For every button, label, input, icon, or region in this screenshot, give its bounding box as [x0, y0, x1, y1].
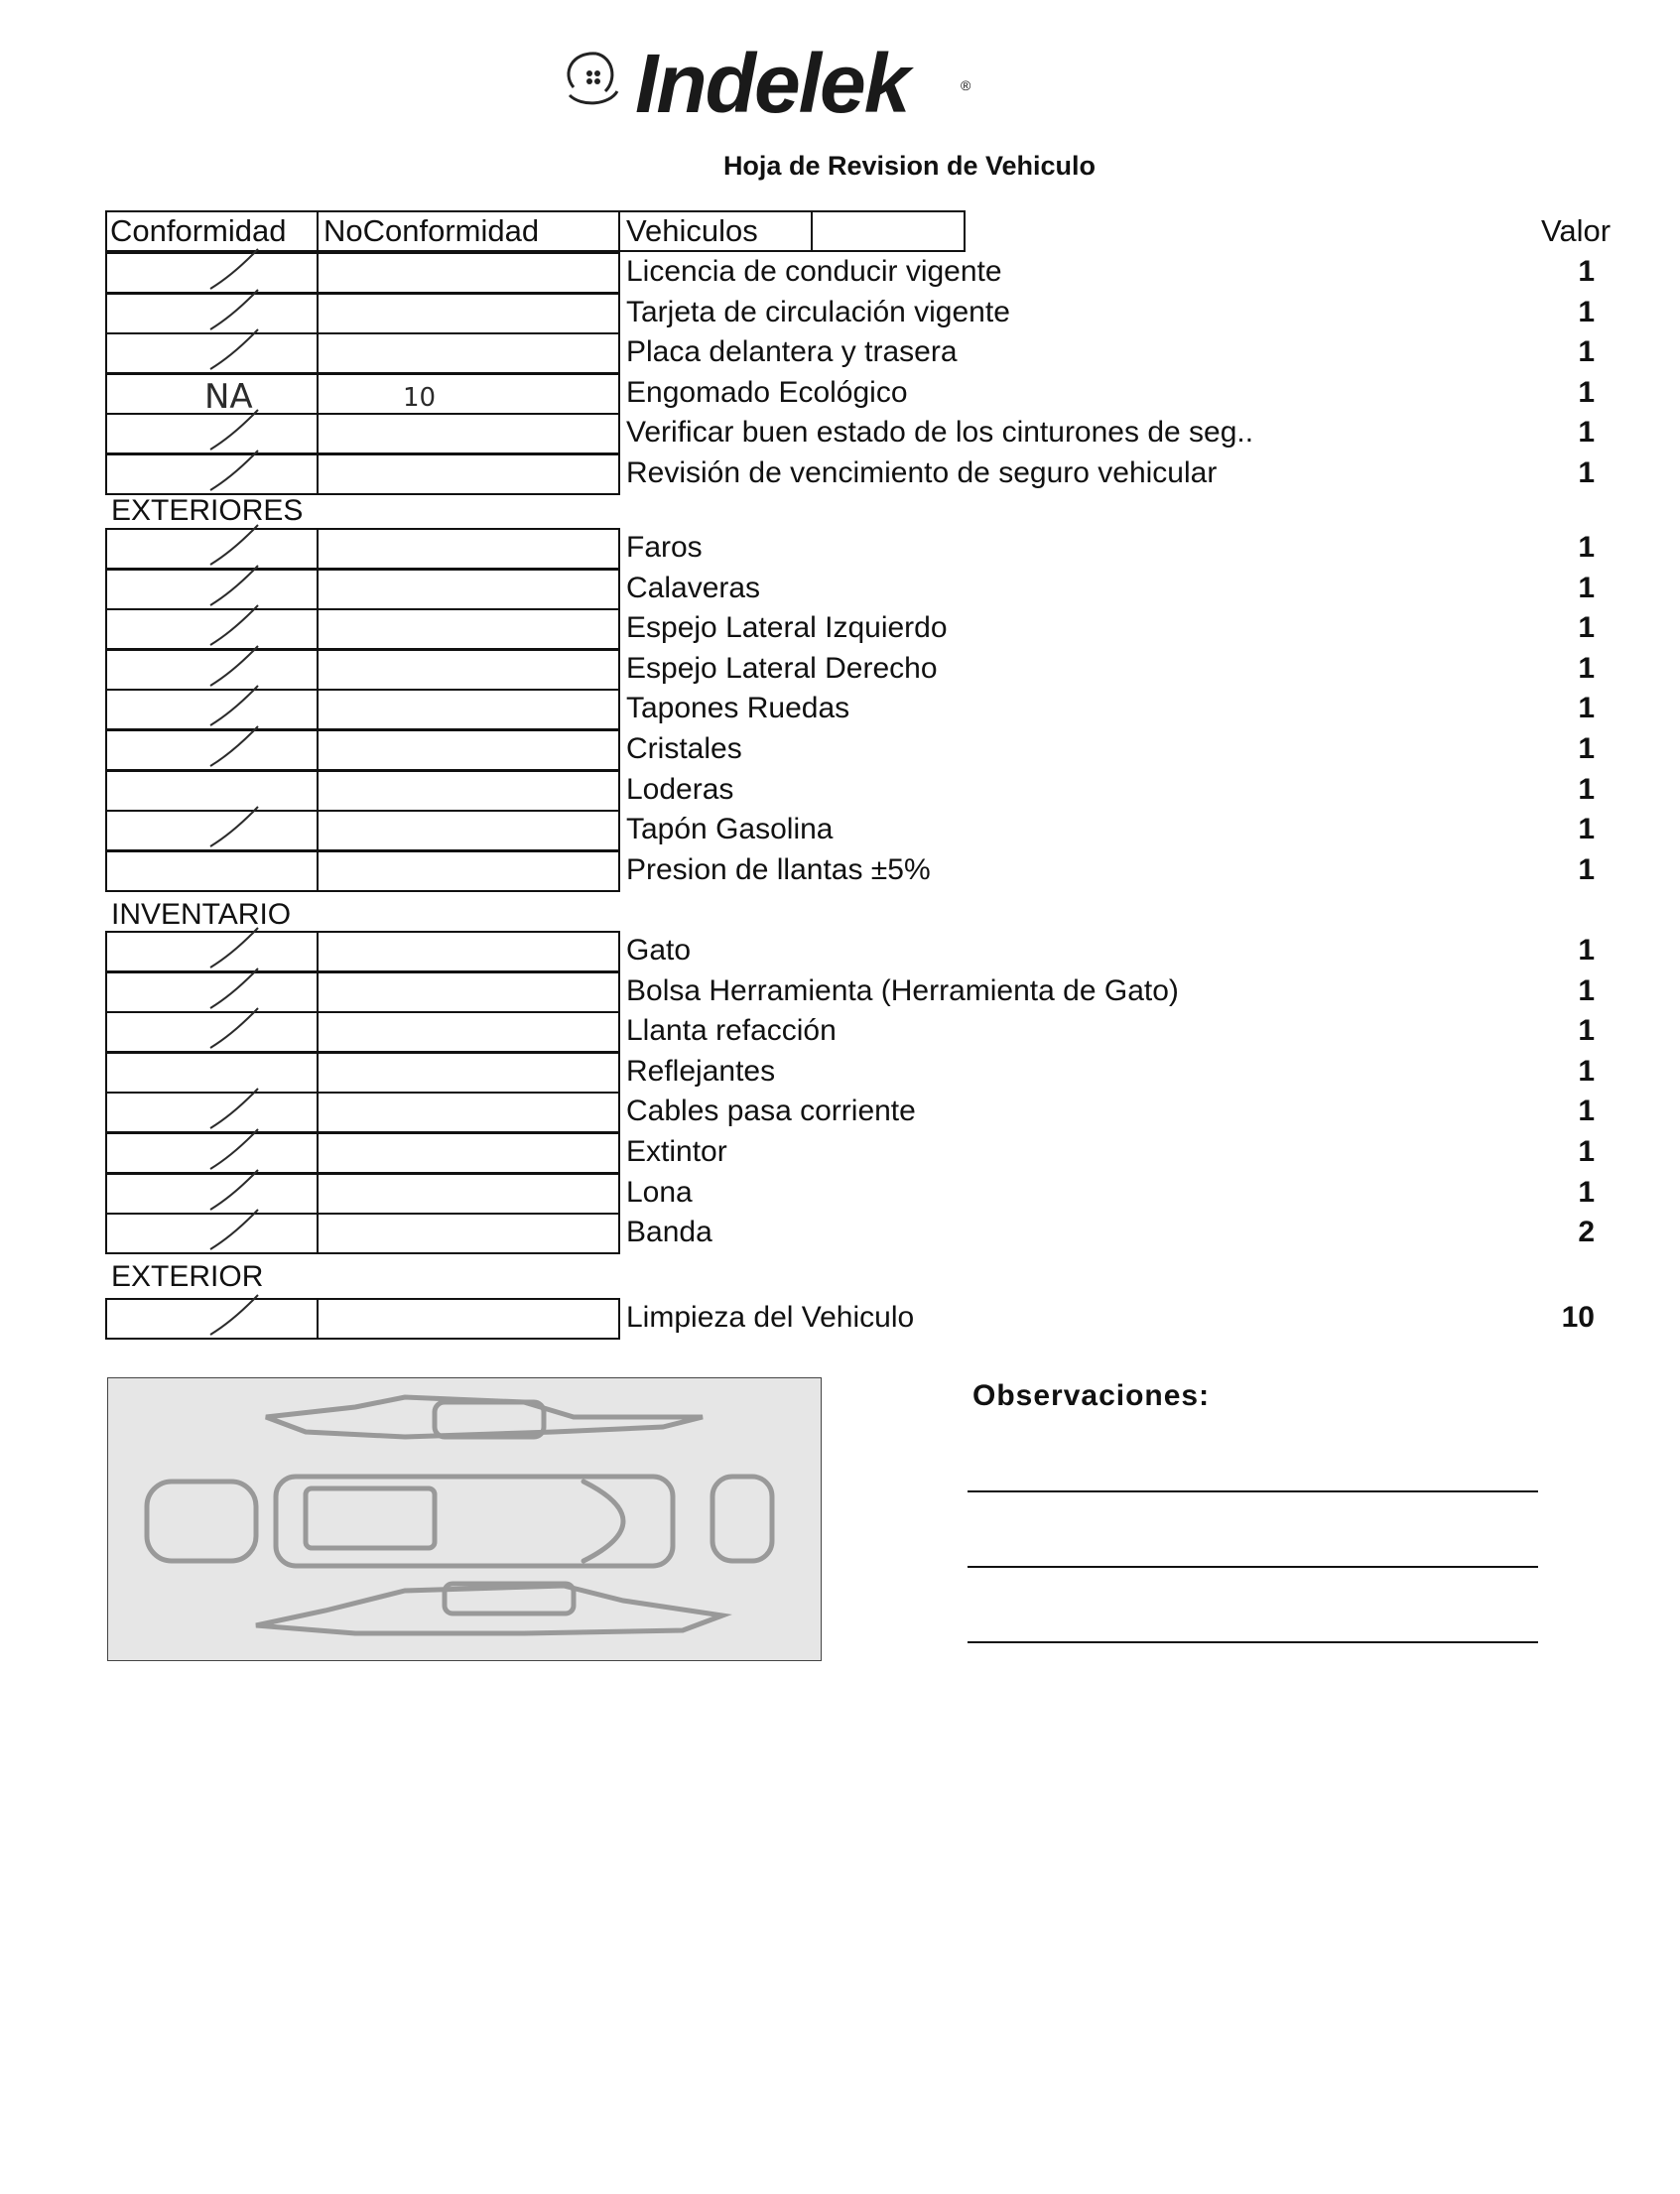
item-label: Lona	[626, 1176, 693, 1209]
noconformidad-checkbox[interactable]	[317, 608, 620, 650]
conformidad-checkbox[interactable]	[105, 931, 319, 972]
section-heading-inventario: INVENTARIO	[111, 898, 292, 931]
item-label: Placa delantera y trasera	[626, 335, 958, 368]
item-value: 1	[1578, 813, 1595, 845]
col-conformidad-header: Conformidad	[110, 213, 287, 248]
item-label: Gato	[626, 934, 692, 967]
noconformidad-checkbox[interactable]	[317, 1011, 620, 1053]
observaciones-title: Observaciones:	[972, 1379, 1211, 1412]
section-heading-exterior: EXTERIOR	[111, 1260, 264, 1293]
item-value: 1	[1578, 456, 1595, 489]
conformidad-checkbox[interactable]	[105, 332, 319, 374]
conformidad-checkbox[interactable]	[105, 729, 319, 771]
item-value: 10	[1561, 1301, 1595, 1334]
item-value: 1	[1578, 773, 1595, 806]
item-value: 1	[1578, 1014, 1595, 1047]
conformidad-checkbox[interactable]	[105, 569, 319, 610]
conformidad-checkbox[interactable]	[105, 1132, 319, 1174]
item-value: 2	[1578, 1216, 1595, 1248]
noconformidad-checkbox[interactable]	[317, 931, 620, 972]
conformidad-checkbox[interactable]	[105, 293, 319, 334]
conformidad-checkbox[interactable]	[105, 252, 319, 294]
item-value: 1	[1578, 732, 1595, 765]
noconformidad-checkbox[interactable]	[317, 1132, 620, 1174]
conformidad-checkbox[interactable]	[105, 1173, 319, 1215]
item-value: 1	[1578, 572, 1595, 604]
item-value: 1	[1578, 376, 1595, 409]
item-label: Tapón Gasolina	[626, 813, 834, 845]
col-valor-header: Valor	[1541, 213, 1612, 248]
item-value: 1	[1578, 1095, 1595, 1127]
conformidad-checkbox[interactable]	[105, 689, 319, 730]
conformidad-checkbox[interactable]	[105, 810, 319, 851]
conformidad-checkbox[interactable]	[105, 413, 319, 454]
item-value: 1	[1578, 335, 1595, 368]
item-label: Loderas	[626, 773, 734, 806]
handwritten-na: NA	[204, 377, 253, 417]
col-vehiculos-header: Vehiculos	[626, 213, 758, 248]
conformidad-checkbox[interactable]	[105, 1011, 319, 1053]
noconformidad-checkbox[interactable]	[317, 1092, 620, 1133]
noconformidad-checkbox[interactable]	[317, 332, 620, 374]
noconformidad-checkbox[interactable]	[317, 528, 620, 570]
observaciones-line-2[interactable]	[968, 1566, 1538, 1568]
noconformidad-checkbox[interactable]	[317, 453, 620, 495]
conformidad-checkbox[interactable]	[105, 528, 319, 570]
item-value: 1	[1578, 934, 1595, 967]
conformidad-checkbox[interactable]	[105, 1092, 319, 1133]
item-value: 1	[1578, 692, 1595, 724]
item-value: 1	[1578, 296, 1595, 328]
conformidad-checkbox[interactable]	[105, 1052, 319, 1094]
handwritten-noconformidad: 10	[403, 383, 437, 413]
conformidad-checkbox[interactable]	[105, 1298, 319, 1340]
item-value: 1	[1578, 1055, 1595, 1088]
item-value: 1	[1578, 416, 1595, 449]
conformidad-checkbox[interactable]	[105, 850, 319, 892]
item-label: Calaveras	[626, 572, 761, 604]
item-label: Revisión de vencimiento de seguro vehicular	[626, 456, 1218, 489]
noconformidad-checkbox[interactable]	[317, 1298, 620, 1340]
noconformidad-checkbox[interactable]	[317, 689, 620, 730]
item-label: Cables pasa corriente	[626, 1095, 916, 1127]
item-value: 1	[1578, 611, 1595, 644]
conformidad-checkbox[interactable]	[105, 971, 319, 1013]
item-label: Extintor	[626, 1135, 727, 1168]
conformidad-checkbox[interactable]	[105, 1213, 319, 1254]
noconformidad-checkbox[interactable]	[317, 413, 620, 454]
item-label: Engomado Ecológico	[626, 376, 908, 409]
item-label: Reflejantes	[626, 1055, 776, 1088]
item-label: Faros	[626, 531, 703, 564]
conformidad-checkbox[interactable]	[105, 608, 319, 650]
vehicle-damage-diagram	[107, 1377, 822, 1661]
section-heading-exteriores: EXTERIORES	[111, 494, 304, 527]
item-label: Limpieza del Vehiculo	[626, 1301, 915, 1334]
conformidad-checkbox[interactable]	[105, 373, 319, 415]
item-value: 1	[1578, 974, 1595, 1007]
indelek-logo-icon	[552, 44, 641, 113]
noconformidad-checkbox[interactable]	[317, 569, 620, 610]
noconformidad-checkbox[interactable]	[317, 971, 620, 1013]
item-label: Cristales	[626, 732, 742, 765]
noconformidad-checkbox[interactable]	[317, 252, 620, 294]
conformidad-checkbox[interactable]	[105, 649, 319, 691]
item-label: Tarjeta de circulación vigente	[626, 296, 1010, 328]
item-label: Verificar buen estado de los cinturones de seg..	[626, 416, 1254, 449]
conformidad-checkbox[interactable]	[105, 453, 319, 495]
noconformidad-checkbox[interactable]	[317, 373, 620, 415]
noconformidad-checkbox[interactable]	[317, 729, 620, 771]
item-value: 1	[1578, 1135, 1595, 1168]
item-label: Espejo Lateral Izquierdo	[626, 611, 948, 644]
noconformidad-checkbox[interactable]	[317, 1213, 620, 1254]
registered-mark: ®	[961, 77, 971, 93]
noconformidad-checkbox[interactable]	[317, 293, 620, 334]
brand-logo: Indelek	[635, 37, 909, 130]
col-noconformidad-header: NoConformidad	[323, 213, 540, 248]
observaciones-line-1[interactable]	[968, 1490, 1538, 1492]
item-label: Llanta refacción	[626, 1014, 837, 1047]
item-value: 1	[1578, 652, 1595, 685]
item-label: Banda	[626, 1216, 712, 1248]
noconformidad-checkbox[interactable]	[317, 770, 620, 812]
item-label: Tapones Ruedas	[626, 692, 850, 724]
document-title: Hoja de Revision de Vehiculo	[722, 151, 1097, 181]
header-vehiculos-extra-cell	[811, 210, 966, 252]
observaciones-line-3[interactable]	[968, 1641, 1538, 1643]
item-value: 1	[1578, 255, 1595, 288]
noconformidad-checkbox[interactable]	[317, 649, 620, 691]
item-label: Bolsa Herramienta (Herramienta de Gato)	[626, 974, 1179, 1007]
noconformidad-checkbox[interactable]	[317, 850, 620, 892]
item-label: Espejo Lateral Derecho	[626, 652, 938, 685]
conformidad-checkbox[interactable]	[105, 770, 319, 812]
item-value: 1	[1578, 531, 1595, 564]
noconformidad-checkbox[interactable]	[317, 1052, 620, 1094]
item-value: 1	[1578, 853, 1595, 886]
item-label: Licencia de conducir vigente	[626, 255, 1002, 288]
item-label: Presion de llantas ±5%	[626, 853, 931, 886]
noconformidad-checkbox[interactable]	[317, 1173, 620, 1215]
noconformidad-checkbox[interactable]	[317, 810, 620, 851]
item-value: 1	[1578, 1176, 1595, 1209]
